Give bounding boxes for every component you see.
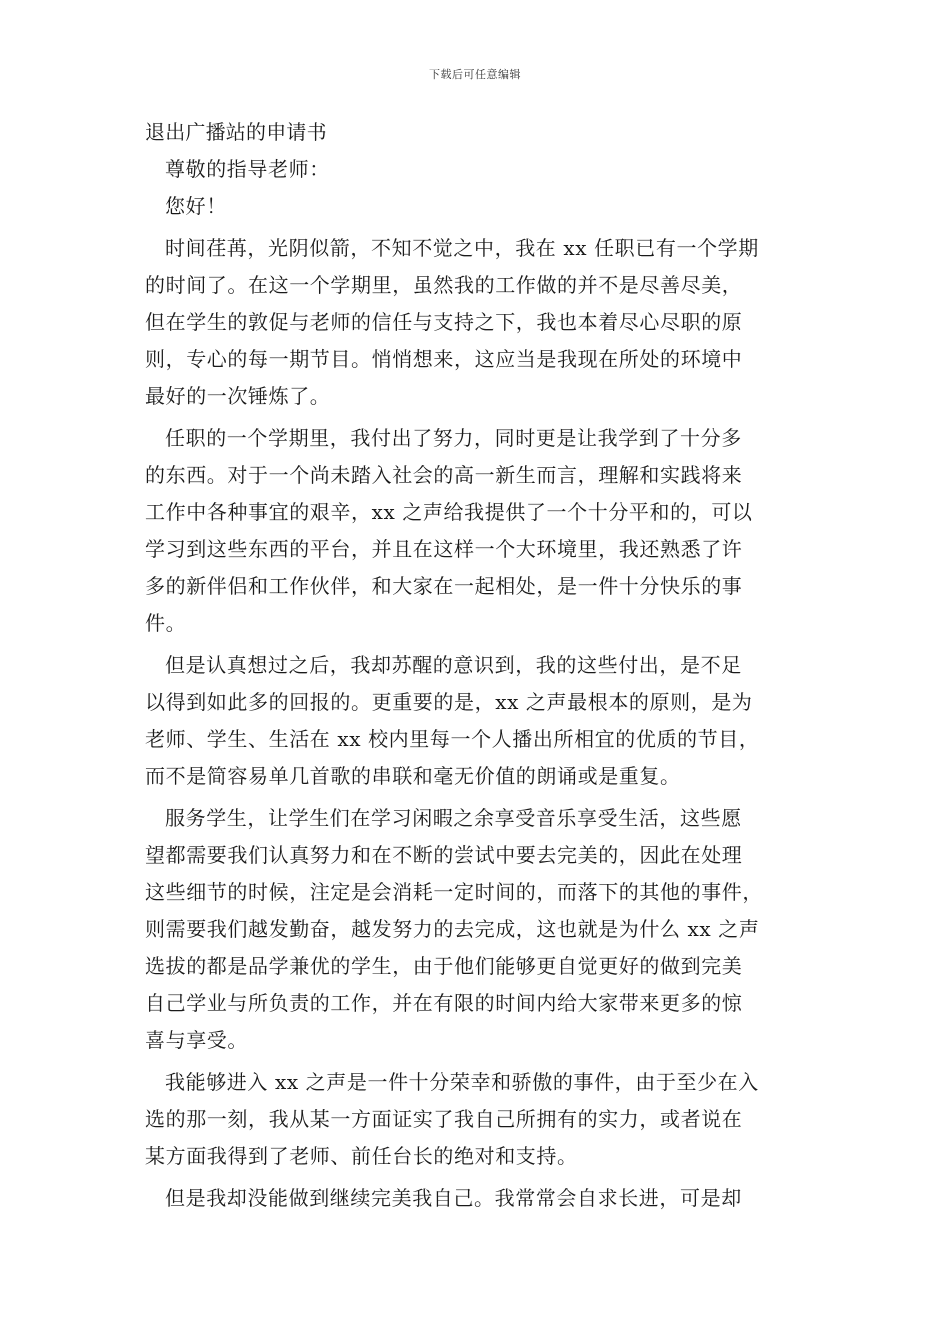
paragraph-line: 但是我却没能做到继续完美我自己。我常常会自求长进，可是却 — [165, 1186, 742, 1210]
paragraph-line: 某方面我得到了老师、前任台长的绝对和支持。 — [145, 1144, 578, 1168]
paragraph-line: 而不是简容易单几首歌的串联和毫无价值的朗诵或是重复。 — [145, 764, 681, 788]
paragraph-6 — [145, 1180, 810, 1217]
paragraph-line: 我能够进入 xx 之声是一件十分荣幸和骄傲的事件，由于至少在入 — [165, 1070, 759, 1094]
document-body — [145, 114, 810, 1217]
paragraph-1 — [145, 230, 810, 415]
paragraph-line: 学习到这些东西的平台，并且在这样一个大环境里，我还熟悉了许 — [145, 537, 743, 561]
greeting: 您好！ — [165, 194, 227, 218]
paragraph-line: 件。 — [145, 611, 187, 635]
paragraph-3 — [145, 647, 810, 795]
paragraph-line: 的时间了。在这一个学期里，虽然我的工作做的并不是尽善尽美， — [145, 273, 743, 297]
paragraph-4 — [145, 800, 810, 1059]
paragraph-line: 以得到如此多的回报的。更重要的是，xx 之声最根本的原则，是为 — [145, 690, 753, 714]
paragraph-line: 这些细节的时候，注定是会消耗一定时间的，而落下的其他的事件， — [145, 880, 763, 904]
paragraph-line: 喜与享受。 — [145, 1028, 248, 1052]
paragraph-line: 工作中各种事宜的艰辛，xx 之声给我提供了一个十分平和的，可以 — [145, 500, 753, 524]
paragraph-line: 望都需要我们认真努力和在不断的尝试中要去完美的，因此在处理 — [145, 843, 743, 867]
paragraph-line: 最好的一次锤炼了。 — [145, 384, 331, 408]
paragraph-line: 时间荏苒，光阴似箭，不知不觉之中，我在 xx 任职已有一个学期 — [165, 236, 759, 260]
paragraph-line: 选拔的都是品学兼优的学生，由于他们能够更自觉更好的做到完美 — [145, 954, 743, 978]
paragraph-line: 服务学生，让学生们在学习闲暇之余享受音乐享受生活，这些愿 — [165, 806, 742, 830]
salutation: 尊敬的指导老师： — [165, 157, 330, 181]
document-title: 退出广播站的申请书 — [145, 120, 327, 144]
paragraph-line: 则需要我们越发勤奋，越发努力的去完成，这也就是为什么 xx 之声 — [145, 917, 760, 941]
paragraph-line: 任职的一个学期里，我付出了努力，同时更是让我学到了十分多 — [165, 426, 742, 450]
paragraph-line: 的东西。对于一个尚未踏入社会的高一新生而言，理解和实践将来 — [145, 463, 743, 487]
paragraph-line: 自己学业与所负责的工作，并在有限的时间内给大家带来更多的惊 — [145, 991, 743, 1015]
header-note: 下载后可任意编辑 — [429, 68, 521, 81]
paragraph-line: 选的那一刻，我从某一方面证实了我自己所拥有的实力，或者说在 — [145, 1107, 743, 1131]
paragraph-5 — [145, 1064, 810, 1175]
paragraph-line: 老师、学生、生活在 xx 校内里每一个人播出所相宜的优质的节目， — [145, 727, 760, 751]
paragraph-2 — [145, 420, 810, 642]
paragraph-line: 多的新伴侣和工作伙伴，和大家在一起相处，是一件十分快乐的事 — [145, 574, 743, 598]
paragraph-line: 但在学生的敦促与老师的信任与支持之下，我也本着尽心尽职的原 — [145, 310, 743, 334]
paragraph-line: 则，专心的每一期节目。悄悄想来，这应当是我现在所处的环境中 — [145, 347, 743, 371]
paragraph-line: 但是认真想过之后，我却苏醒的意识到，我的这些付出，是不足 — [165, 653, 742, 677]
